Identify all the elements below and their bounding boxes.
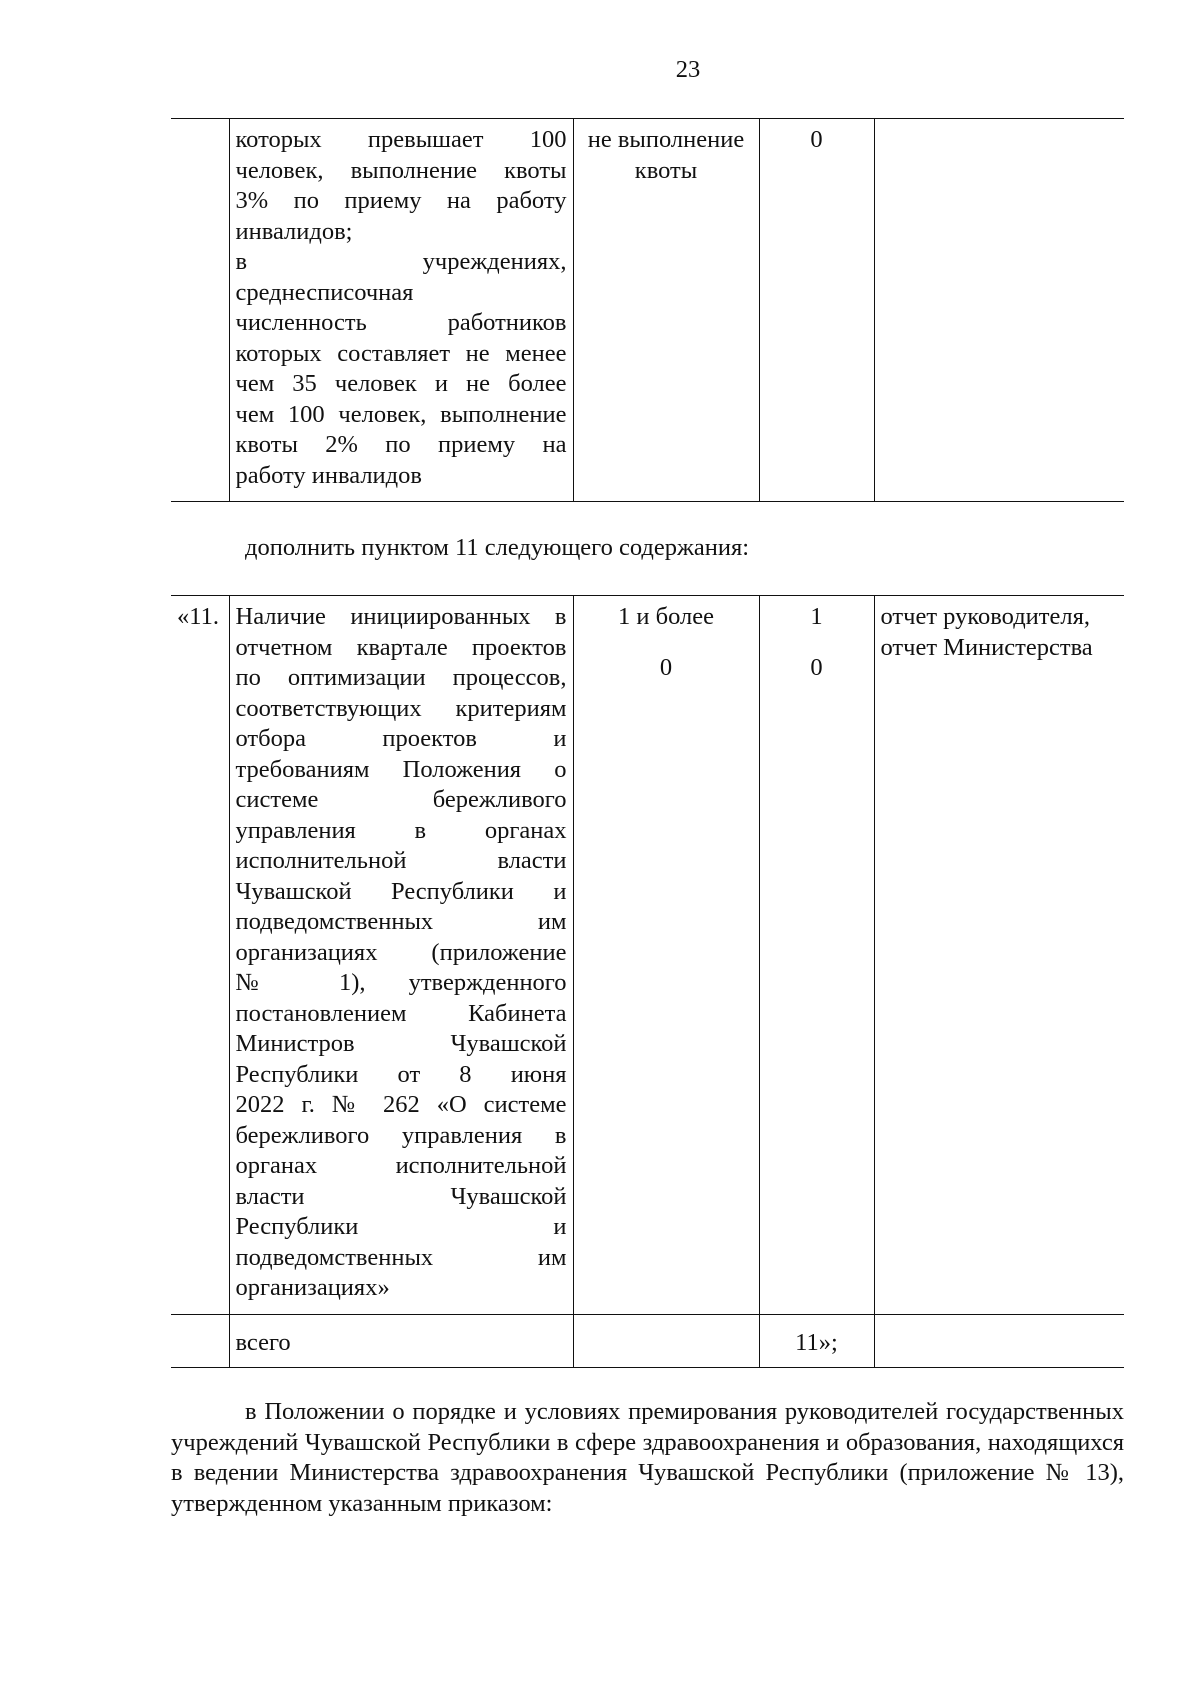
criterion-cell [573,119,759,502]
description-line: подведомственных им [235,1243,567,1271]
description-line: требованиям Положения о [235,755,567,783]
description-line: бережливого управления в [235,1121,567,1149]
description-line: 2022 г. № 262 «О системе [235,1091,567,1118]
description-line: постановлением Кабинета [235,999,567,1027]
description-line: чем 35 человек и не более [235,370,567,397]
table-row [171,119,1124,502]
criteria-table-continued [171,118,1124,502]
description-line: работу инвалидов [235,461,422,489]
criterion-value: 1 и более [618,603,714,630]
page-number: 23 [675,56,701,83]
description-line: отчетном квартале проектов [235,633,567,661]
intro-paragraph: дополнить пунктом 11 следующего содержания: [245,534,750,561]
criterion-value: 0 [659,653,673,681]
description-cell [229,119,573,502]
description-line: численность работников [235,309,567,336]
table-row [171,596,1124,1315]
source-cell [874,596,1124,1315]
description-line: Республики от 8 июня [235,1060,567,1088]
description-line: человек, выполнение квоты [235,156,567,184]
description-line: Республики и [235,1213,567,1240]
description-line: в учреждениях, [235,248,567,275]
description-line: которых превышает 100 [235,126,567,153]
description-line: № 1), утвержденного [235,969,567,996]
description-line: чем 100 человек, выполнение [235,400,567,428]
description-line: 3% по приему на работу [235,187,567,214]
source-line: отчет руководителя, [880,603,1090,630]
row-number-cell [171,1314,229,1367]
criterion-cell [573,1314,759,1367]
score-value: 1 [810,603,823,630]
score-cell: 0 [759,119,874,502]
description-line: Наличие инициированных в [235,603,567,630]
description-line: управления в органах [235,816,567,844]
score-value: 0 [810,653,823,681]
description-line: по оптимизации процессов, [235,664,567,691]
criterion-cell [573,596,759,1315]
score-cell [759,596,874,1315]
description-line: которых составляет не менее [235,339,567,367]
description-line: среднесписочная [235,278,414,306]
total-label-cell: всего [229,1314,573,1367]
total-value-cell: 11»; [759,1314,874,1367]
row-number-cell [171,119,229,502]
description-line: Чувашской Республики и [235,877,567,905]
criterion-line: квоты [634,156,698,184]
closing-paragraph: в Положении о порядке и условиях премирования руководителей государственных учреждений Чувашской Республики в сфере здравоохранения и образования, находящихся в ведении Министерства здравоохранения Чувашской Республики (приложение № 13), утвержденном указанным приказом: [171,1398,1124,1517]
description-line: исполнительной власти [235,847,567,874]
source-cell [874,119,1124,502]
description-line: квоты 2% по приему на [235,431,567,458]
criterion-line: не выполнение [587,126,745,153]
description-line: власти Чувашской [235,1182,567,1210]
description-line: инвалидов; [235,217,353,245]
criteria-table-addition [171,595,1124,1368]
description-line: организациях» [235,1274,390,1301]
description-cell [229,596,573,1315]
description-line: системе бережливого [235,786,567,813]
description-line: организациях (приложение [235,938,567,966]
source-line: отчет Министерства [880,633,1093,661]
description-line: Министров Чувашской [235,1030,567,1057]
description-line: подведомственных им [235,908,567,935]
source-cell [874,1314,1124,1367]
row-number-cell: «11. [171,596,229,1315]
description-line: органах исполнительной [235,1152,567,1179]
total-row [171,1314,1124,1367]
description-line: соответствующих критериям [235,694,567,722]
description-line: отбора проектов и [235,725,567,752]
